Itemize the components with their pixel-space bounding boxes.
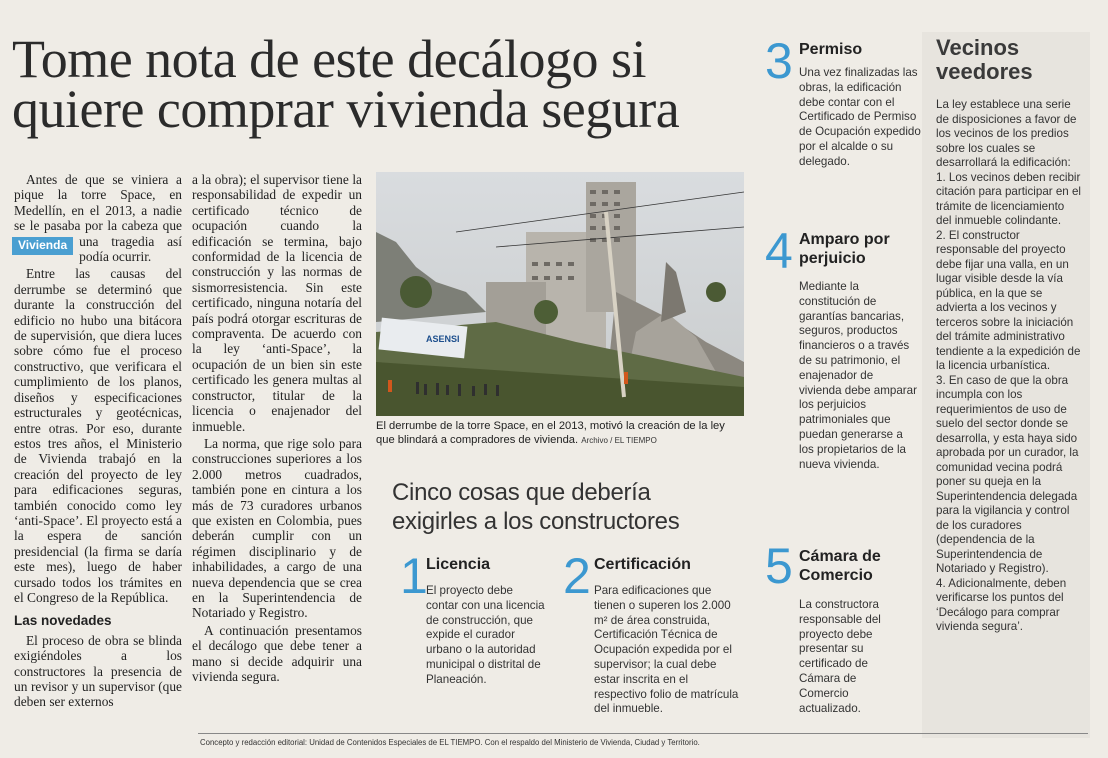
item-number: 1 xyxy=(400,548,428,604)
item-amparo xyxy=(765,223,925,528)
item-title: Amparo por perjuicio xyxy=(799,231,890,267)
item-text: La constructora responsable del proyecto debe presentar su certificado de Cámara de Comercio actualizado. xyxy=(799,598,881,715)
item-licencia xyxy=(400,548,560,723)
item-camara-comercio xyxy=(765,538,925,723)
item-text: Una vez finalizadas las obras, la edificación debe contar con el Certificado de Permiso de Ocupación expedido por el alcalde o su delegado. xyxy=(799,66,921,168)
item-text: Para edificaciones que tienen o superen los 2.000 m² de área construida, Certificación Técnica de Ocupación expedida por el supervisor; la cual debe estar inscrita en el respectivo folio de matrícula del inmueble. xyxy=(594,584,739,716)
sidebar-title: Vecinos veedores xyxy=(936,35,1033,84)
footer-credit: Concepto y redacción editorial: Unidad de Contenidos Especiales de EL TIEMPO. Con el respaldo del Ministerio de Vivienda, Ciudad y Territorio. xyxy=(200,738,700,747)
sidebar-paragraph: 2. El constructor responsable del proyecto debe fijar una valla, en un lugar visible desde la vía pública, en la que se advierta a los vecinos y terceros sobre la iniciación del trámite administrativo tendiente a la expedición de la licencia urbanística. xyxy=(936,228,1081,372)
article-paragraph: La norma, que rige solo para construcciones superiores a los 2.000 metros cuadrados, también pone en cintura a los más de 73 curadores urbanos que existen en Colombia, pues deberán cumplir con un régimen disciplinario y de inhabilidades, a cargo de una nueva dependencia que se crea en la Superintendencia de Notariado y Registro. xyxy=(192,435,362,621)
item-title: Licencia xyxy=(426,556,491,573)
article-paragraph: A continuación presentamos el decálogo que debe tener a mano si decide adquirir una vivienda segura. xyxy=(192,622,362,684)
article-paragraph: Entre las causas del derrumbe se determinó que durante la construcción del edificio no hubo una bitácora de supervisión, que diera luces sobre cómo fue el proceso constructivo, que verificara el cumplimiento de los planos, diseños y especificaciones estructurales y geotécnicas, entre otras. Por eso, durante estos tres años, el Ministerio de Vivienda trabajó en la creación del proyecto de ley para edificaciones seguras, también conocido como ley ‘anti-Space’. El proyecto está a la espera de sanción presidencial (la firma se daría este mes), luego de haber cursado todos los trámites en el Congreso de la República. xyxy=(14,266,182,605)
article-paragraph xyxy=(14,172,182,264)
item-number: 3 xyxy=(765,33,793,89)
headline: Tome nota de este decálogo si quiere comprar vivienda segura xyxy=(12,29,680,139)
photo-caption xyxy=(376,419,744,448)
sidebar-paragraph: 1. Los vecinos deben recibir citación para participar en el trámite de licenciamiento del inmueble colindante. xyxy=(936,170,1082,227)
sidebar-paragraph: 4. Adicionalmente, deben verificarse los puntos del ‘Decálogo para comprar vivienda segura’. xyxy=(936,576,1067,633)
article-column-1 xyxy=(14,172,182,712)
item-text: Mediante la constitución de garantías bancarias, seguros, productos financieros o a través de su patrimonio, el enajenador de vivienda debe amparar los perjuicios patrimoniales que puedan generarse a los propietarios de la nueva vivienda. xyxy=(799,280,917,471)
item-number: 2 xyxy=(563,548,591,604)
item-permiso xyxy=(765,33,925,238)
article-column-2 xyxy=(192,172,362,686)
sidebar-vecinos-veedores xyxy=(922,32,1090,738)
caption-text: El derrumbe de la torre Space, en el 2013, motivó la creación de la ley que blindará a compradores de vivienda. xyxy=(376,420,725,446)
article-text: Antes de que se viniera a pique la torre Space, en Medellín, en el 2013, a nadie se le pasaba por la cabeza que xyxy=(14,172,182,234)
item-number: 5 xyxy=(765,538,793,594)
box-title: Cinco cosas que debería exigirles a los constructores xyxy=(392,479,680,535)
item-title: Permiso xyxy=(799,41,863,58)
construction-sign-text: ASENSI xyxy=(426,334,460,344)
item-number: 4 xyxy=(765,223,793,279)
section-tag: Vivienda xyxy=(12,237,73,255)
sidebar-paragraph: La ley establece una serie de disposiciones a favor de los vecinos de los predios sobre los cuales se desarrollará la edificación: xyxy=(936,98,1077,169)
sidebar-body xyxy=(936,98,1082,635)
article-text: una tragedia así podía ocurrir. xyxy=(79,233,182,265)
subheading: Las novedades xyxy=(14,613,112,629)
footer-divider xyxy=(198,733,1088,734)
item-certificacion xyxy=(563,548,753,723)
collapsed-building-photo xyxy=(376,172,744,416)
article-paragraph: El proceso de obra se blinda exigiéndoles a los constructores la presencia de un revisor y un supervisor (que deben ser externos xyxy=(14,632,182,710)
item-title: Cámara de Comercio xyxy=(799,548,881,584)
sidebar-paragraph: 3. En caso de que la obra incumpla con los requerimientos de uso de suelo del sector donde se desarrolla, y esta haya sido aprobada por un curador, la comunidad vecina podrá poner su queja en la Superintendencia delegada para la vigilancia y control de los curadores (dependencia de la Superintendencia de Notariado y Registro). xyxy=(936,373,1079,575)
item-title: Certificación xyxy=(594,556,691,573)
photo-credit: Archivo / EL TIEMPO xyxy=(581,436,657,445)
item-text: El proyecto debe contar con una licencia de construcción, que expide el curador urbano o la autoridad municipal o distrital de Planeación. xyxy=(426,584,545,686)
article-paragraph: a la obra); el supervisor tiene la responsabilidad de expedir un certificado técnico de ocupación cuando la edificación se termina, bajo conformidad de la licencia de construcción y las normas de sismorresistencia. Sin este certificado, ninguna notaría del país podrá otorgar escrituras de compraventa. De acuerdo con la ley ‘anti-Space’, la ocupación de un bien sin este certificado les genera multas al constructor, titular de la licencia o enajenador del inmueble. xyxy=(192,172,362,434)
